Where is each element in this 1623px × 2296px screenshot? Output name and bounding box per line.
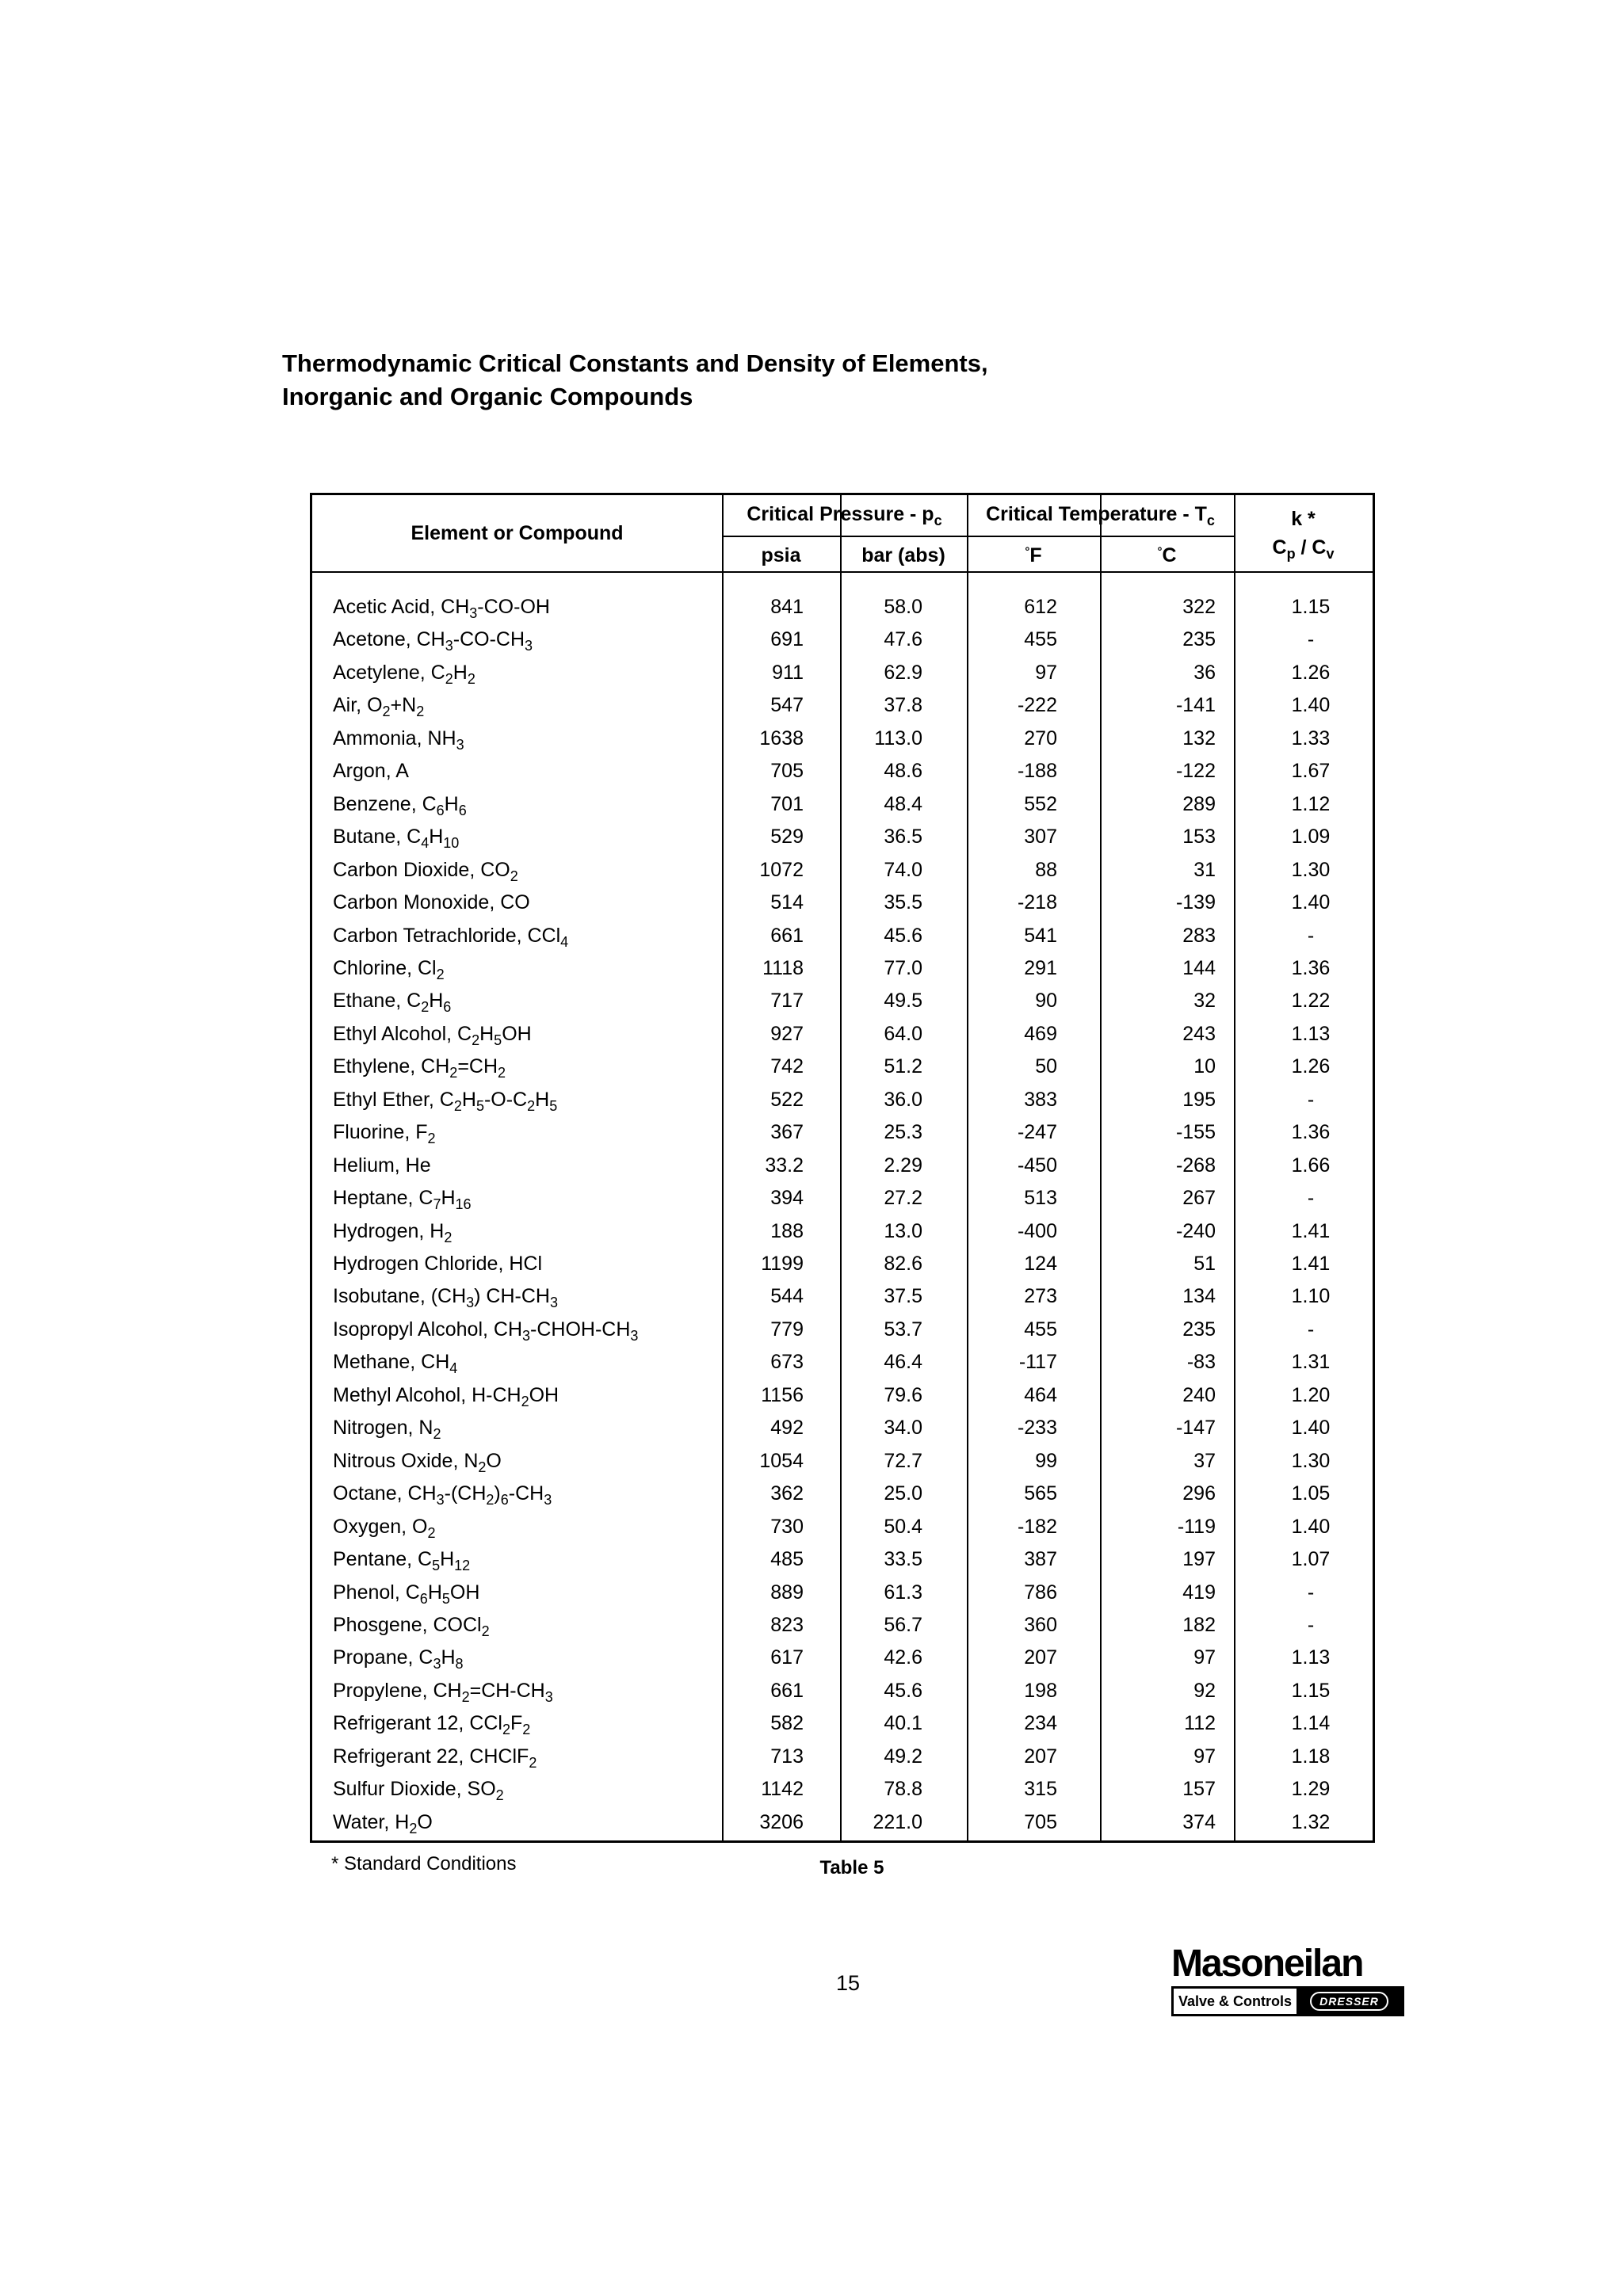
table-row <box>312 1477 1373 1509</box>
table-row <box>312 1411 1373 1444</box>
table-row <box>312 754 1373 787</box>
cell-bar: 46.4 <box>884 1351 922 1374</box>
cell-fahrenheit: 464 <box>1024 1383 1057 1406</box>
cell-k: 1.66 <box>1291 1154 1331 1177</box>
cell-psia: 717 <box>770 990 804 1013</box>
cell-bar: 25.0 <box>884 1482 922 1505</box>
table-row <box>312 853 1373 886</box>
cell-k: 1.09 <box>1291 826 1331 849</box>
cell-bar: 37.8 <box>884 694 922 717</box>
cell-bar: 49.5 <box>884 990 922 1013</box>
table-row <box>312 1608 1373 1641</box>
cell-celsius: -119 <box>1177 1515 1216 1538</box>
cell-k: - <box>1307 1318 1315 1341</box>
cell-bar: 58.0 <box>884 596 922 618</box>
table-row <box>312 1247 1373 1280</box>
cell-bar: 79.6 <box>884 1383 922 1406</box>
header-k-formula: $C_p / C_v$ <box>1272 536 1335 562</box>
table-row <box>312 623 1373 655</box>
table-row <box>312 1740 1373 1772</box>
cell-k: - <box>1307 1088 1315 1111</box>
cell-k: 1.67 <box>1291 760 1331 783</box>
cell-fahrenheit: 387 <box>1024 1548 1057 1571</box>
title-line-2: Inorganic and Organic Compounds <box>282 383 693 410</box>
cell-psia: 1156 <box>761 1383 804 1406</box>
cell-bar: 47.6 <box>884 628 922 651</box>
cell-psia: 529 <box>770 826 804 849</box>
cell-k: - <box>1307 1613 1315 1636</box>
cell-k: 1.30 <box>1291 1449 1331 1472</box>
table-row <box>312 1444 1373 1477</box>
cell-k: - <box>1307 628 1315 651</box>
cell-fahrenheit: 234 <box>1024 1712 1057 1735</box>
cell-celsius: 37 <box>1193 1449 1216 1472</box>
cell-fahrenheit: -247 <box>1017 1121 1057 1144</box>
cell-fahrenheit: 455 <box>1024 628 1057 651</box>
header-element: Element or Compound <box>411 522 624 544</box>
cell-compound-name: Butane, $C_4H_{10}$ <box>333 826 460 851</box>
cell-compound-name: Ethyl Ether, $C_2H_5-O-C_2H_5$ <box>333 1088 558 1114</box>
cell-fahrenheit: 513 <box>1024 1187 1057 1210</box>
cell-compound-name: Fluorine, $F_2$ <box>333 1121 436 1146</box>
cell-fahrenheit: -117 <box>1018 1351 1057 1374</box>
header-psia: psia <box>761 544 801 566</box>
cell-celsius: 153 <box>1182 826 1216 849</box>
cell-psia: 544 <box>770 1285 804 1308</box>
cell-celsius: -122 <box>1175 760 1216 783</box>
cell-bar: 33.5 <box>884 1548 922 1571</box>
cell-psia: 617 <box>770 1646 804 1669</box>
page-number: 15 <box>835 1971 861 1995</box>
cell-bar: 36.5 <box>884 826 922 849</box>
table-row <box>312 919 1373 952</box>
table-row <box>312 1215 1373 1247</box>
cell-fahrenheit: 455 <box>1024 1318 1057 1341</box>
cell-celsius: 97 <box>1193 1646 1216 1669</box>
cell-fahrenheit: 207 <box>1024 1646 1057 1669</box>
cell-psia: 1118 <box>762 956 804 979</box>
cell-psia: 705 <box>770 760 804 783</box>
cell-compound-name: Helium, He <box>333 1154 431 1177</box>
table-row <box>312 1707 1373 1739</box>
cell-psia: 547 <box>770 694 804 717</box>
table-row <box>312 1772 1373 1805</box>
cell-fahrenheit: -182 <box>1017 1515 1057 1538</box>
cell-bar: 2.29 <box>884 1154 922 1177</box>
cell-psia: 701 <box>770 792 804 815</box>
cell-psia: 1199 <box>761 1253 804 1275</box>
cell-k: 1.29 <box>1291 1778 1331 1801</box>
table-row <box>312 1017 1373 1050</box>
cell-bar: 56.7 <box>884 1613 922 1636</box>
cell-bar: 77.0 <box>884 956 922 979</box>
cell-fahrenheit: 315 <box>1024 1778 1057 1801</box>
cell-celsius: 296 <box>1182 1482 1216 1505</box>
cell-compound-name: Heptane, $C_7H_{16}$ <box>333 1187 472 1212</box>
cell-bar: 42.6 <box>884 1646 922 1669</box>
critical-constants-table <box>310 493 1375 1843</box>
cell-compound-name: Benzene, $C_6H_6$ <box>333 792 467 818</box>
cell-compound-name: Water, $H_2O$ <box>333 1810 433 1836</box>
cell-compound-name: Nitrogen, $N_2$ <box>333 1417 441 1442</box>
cell-psia: 1072 <box>759 858 804 881</box>
cell-compound-name: Ethylene, $CH_2=CH_2$ <box>333 1055 506 1081</box>
cell-k: 1.32 <box>1291 1810 1331 1833</box>
header-bar: bar (abs) <box>861 544 945 566</box>
cell-celsius: 132 <box>1182 727 1216 749</box>
cell-psia: 691 <box>770 628 804 651</box>
cell-bar: 62.9 <box>884 661 922 684</box>
table-row <box>312 1510 1373 1543</box>
cell-k: 1.07 <box>1291 1548 1331 1571</box>
cell-celsius: -141 <box>1175 694 1216 717</box>
cell-k: 1.12 <box>1291 792 1331 815</box>
cell-compound-name: Methane, $CH_4$ <box>333 1351 458 1377</box>
cell-psia: 823 <box>770 1613 804 1636</box>
cell-compound-name: Hydrogen Chloride, HCl <box>333 1253 543 1275</box>
cell-fahrenheit: 270 <box>1024 727 1057 749</box>
cell-psia: 889 <box>770 1581 804 1604</box>
table-row <box>312 952 1373 984</box>
table-row <box>312 1674 1373 1707</box>
cell-k: 1.33 <box>1291 727 1331 749</box>
footnote: * Standard Conditions <box>331 1853 517 1875</box>
cell-fahrenheit: 99 <box>1035 1449 1057 1472</box>
table-row <box>312 722 1373 754</box>
cell-k: 1.26 <box>1291 1055 1331 1078</box>
cell-fahrenheit: 50 <box>1035 1055 1057 1078</box>
cell-compound-name: Isopropyl Alcohol, $CH_3-CHOH-CH_3$ <box>333 1318 639 1344</box>
cell-celsius: 197 <box>1182 1548 1216 1571</box>
cell-k: 1.13 <box>1291 1022 1331 1045</box>
cell-compound-name: Hydrogen, $H_2$ <box>333 1219 453 1245</box>
cell-bar: 72.7 <box>884 1449 922 1472</box>
cell-k: - <box>1307 924 1315 947</box>
cell-celsius: 97 <box>1193 1745 1216 1768</box>
cell-k: 1.41 <box>1291 1219 1331 1242</box>
cell-compound-name: Acetylene, $C_2H_2$ <box>333 661 475 687</box>
header-critical-pressure: Critical Pressure - $p_c$ <box>747 503 942 528</box>
cell-fahrenheit: -188 <box>1017 760 1057 783</box>
cell-bar: 113.0 <box>874 727 922 749</box>
cell-k: - <box>1307 1187 1315 1210</box>
table-row <box>312 1116 1373 1148</box>
cell-celsius: 240 <box>1182 1383 1216 1406</box>
cell-psia: 713 <box>770 1745 804 1768</box>
page-title <box>282 347 1471 414</box>
table-row <box>312 886 1373 918</box>
cell-bar: 13.0 <box>884 1219 922 1242</box>
cell-k: - <box>1307 1581 1315 1604</box>
cell-compound-name: Propane, $C_3H_8$ <box>333 1646 464 1672</box>
cell-k: 1.40 <box>1291 1417 1331 1440</box>
cell-psia: 927 <box>770 1022 804 1045</box>
cell-celsius: -240 <box>1175 1219 1216 1242</box>
cell-bar: 34.0 <box>884 1417 922 1440</box>
table-row <box>312 1379 1373 1411</box>
logo-name: Masoneilan <box>1171 1943 1363 1985</box>
cell-bar: 221.0 <box>873 1810 922 1833</box>
cell-psia: 1054 <box>759 1449 804 1472</box>
cell-psia: 1142 <box>761 1778 804 1801</box>
cell-fahrenheit: 307 <box>1024 826 1057 849</box>
cell-celsius: 31 <box>1193 858 1216 881</box>
cell-k: 1.22 <box>1291 990 1331 1013</box>
cell-k: 1.20 <box>1291 1383 1331 1406</box>
cell-fahrenheit: 565 <box>1024 1482 1057 1505</box>
cell-fahrenheit: 88 <box>1035 858 1057 881</box>
cell-psia: 661 <box>770 1679 804 1702</box>
cell-compound-name: Octane, $CH_3-(CH_2)_6-CH_3$ <box>333 1482 552 1508</box>
cell-k: 1.36 <box>1291 1121 1331 1144</box>
logo-subtitle: Valve & Controls <box>1178 1993 1293 2009</box>
cell-bar: 45.6 <box>884 924 922 947</box>
header-celsius: °C <box>1157 544 1177 566</box>
cell-celsius: -268 <box>1175 1154 1216 1177</box>
cell-bar: 61.3 <box>884 1581 922 1604</box>
cell-celsius: 32 <box>1193 990 1216 1013</box>
cell-compound-name: Ammonia, $NH_3$ <box>333 727 464 753</box>
cell-compound-name: Oxygen, $O_2$ <box>333 1515 436 1541</box>
cell-compound-name: Ethane, $C_2H_6$ <box>333 990 452 1016</box>
cell-celsius: -155 <box>1175 1121 1216 1144</box>
cell-fahrenheit: -218 <box>1017 891 1057 914</box>
cell-compound-name: Chlorine, $Cl_2$ <box>333 956 445 982</box>
table-row <box>312 1576 1373 1608</box>
cell-psia: 514 <box>770 891 804 914</box>
table-row <box>312 1083 1373 1116</box>
cell-bar: 48.6 <box>884 760 922 783</box>
table-row <box>312 984 1373 1016</box>
cell-celsius: 267 <box>1182 1187 1216 1210</box>
cell-celsius: 92 <box>1193 1679 1216 1702</box>
cell-compound-name: Methyl Alcohol, $H-CH_2OH$ <box>333 1383 559 1409</box>
cell-psia: 188 <box>770 1219 804 1242</box>
cell-celsius: -147 <box>1175 1417 1216 1440</box>
cell-k: 1.31 <box>1291 1351 1331 1374</box>
cell-k: 1.40 <box>1291 891 1331 914</box>
cell-compound-name: Carbon Tetrachloride, CCl$_4$ <box>333 924 569 950</box>
table-row <box>312 1345 1373 1378</box>
cell-fahrenheit: -233 <box>1017 1417 1057 1440</box>
cell-bar: 27.2 <box>884 1187 922 1210</box>
cell-fahrenheit: 786 <box>1024 1581 1057 1604</box>
logo-bar <box>1171 1986 1404 2016</box>
cell-celsius: 36 <box>1193 661 1216 684</box>
cell-psia: 730 <box>770 1515 804 1538</box>
cell-celsius: 289 <box>1182 792 1216 815</box>
cell-compound-name: Acetone, $CH_3-CO-CH_3$ <box>333 628 533 654</box>
cell-bar: 48.4 <box>884 792 922 815</box>
cell-fahrenheit: -400 <box>1017 1219 1057 1242</box>
cell-fahrenheit: -222 <box>1017 694 1057 717</box>
cell-fahrenheit: 207 <box>1024 1745 1057 1768</box>
cell-celsius: 157 <box>1182 1778 1216 1801</box>
table-row <box>312 1806 1373 1838</box>
cell-fahrenheit: 469 <box>1024 1022 1057 1045</box>
dresser-text: DRESSER <box>1310 1992 1388 2011</box>
cell-fahrenheit: -450 <box>1017 1154 1057 1177</box>
cell-celsius: 243 <box>1182 1022 1216 1045</box>
cell-compound-name: Ethyl Alcohol, $C_2H_5OH$ <box>333 1022 532 1048</box>
cell-compound-name: Propylene, $CH_2=CH-CH_3$ <box>333 1679 553 1705</box>
cell-celsius: 322 <box>1182 596 1216 618</box>
masoneilan-logo <box>1171 1945 1404 2016</box>
cell-fahrenheit: 124 <box>1024 1253 1057 1275</box>
cell-psia: 3206 <box>759 1810 804 1833</box>
cell-fahrenheit: 705 <box>1024 1810 1057 1833</box>
cell-fahrenheit: 612 <box>1024 596 1057 618</box>
cell-k: 1.18 <box>1291 1745 1331 1768</box>
cell-fahrenheit: 90 <box>1035 990 1057 1013</box>
cell-celsius: 112 <box>1184 1712 1216 1735</box>
cell-k: 1.40 <box>1291 1515 1331 1538</box>
table-row <box>312 1149 1373 1181</box>
cell-bar: 37.5 <box>884 1285 922 1308</box>
table-row <box>312 820 1373 852</box>
cell-fahrenheit: 273 <box>1024 1285 1057 1308</box>
table-row <box>312 656 1373 688</box>
dresser-badge <box>1296 1989 1402 2014</box>
cell-compound-name: Phenol, $C_6H_5OH$ <box>333 1581 480 1607</box>
cell-fahrenheit: 291 <box>1024 956 1057 979</box>
cell-bar: 64.0 <box>884 1022 922 1045</box>
cell-compound-name: Refrigerant 22, CHClF$_2$ <box>333 1745 537 1771</box>
cell-k: 1.13 <box>1291 1646 1331 1669</box>
table-row <box>312 1313 1373 1345</box>
cell-celsius: -139 <box>1175 891 1216 914</box>
cell-compound-name: Argon, A <box>333 760 409 783</box>
cell-celsius: 419 <box>1182 1581 1216 1604</box>
table-row <box>312 1543 1373 1575</box>
cell-celsius: 134 <box>1182 1285 1216 1308</box>
cell-celsius: 235 <box>1182 1318 1216 1341</box>
cell-psia: 661 <box>770 924 804 947</box>
cell-k: 1.15 <box>1291 596 1331 618</box>
cell-bar: 51.2 <box>884 1055 922 1078</box>
cell-psia: 362 <box>770 1482 804 1505</box>
cell-psia: 33.2 <box>765 1154 804 1177</box>
cell-k: 1.36 <box>1291 956 1331 979</box>
cell-bar: 45.6 <box>884 1679 922 1702</box>
cell-compound-name: Air, $O_2+N_2$ <box>333 694 425 720</box>
cell-compound-name: Refrigerant 12, $CCl_2F_2$ <box>333 1712 531 1738</box>
cell-compound-name: Phosgene, COCl$_2$ <box>333 1613 490 1639</box>
cell-psia: 485 <box>770 1548 804 1571</box>
cell-k: 1.14 <box>1291 1712 1331 1735</box>
table-row <box>312 1050 1373 1082</box>
cell-fahrenheit: 541 <box>1024 924 1057 947</box>
cell-celsius: 10 <box>1193 1055 1216 1078</box>
cell-psia: 582 <box>770 1712 804 1735</box>
cell-celsius: 144 <box>1182 956 1216 979</box>
cell-celsius: 195 <box>1182 1088 1216 1111</box>
cell-bar: 50.4 <box>884 1515 922 1538</box>
cell-bar: 53.7 <box>884 1318 922 1341</box>
cell-k: 1.10 <box>1291 1285 1331 1308</box>
cell-k: 1.41 <box>1291 1253 1331 1275</box>
table-row <box>312 1181 1373 1214</box>
cell-fahrenheit: 383 <box>1024 1088 1057 1111</box>
cell-bar: 36.0 <box>884 1088 922 1111</box>
table-row <box>312 688 1373 721</box>
cell-celsius: 283 <box>1182 924 1216 947</box>
cell-psia: 742 <box>770 1055 804 1078</box>
cell-psia: 492 <box>770 1417 804 1440</box>
cell-k: 1.30 <box>1291 858 1331 881</box>
cell-fahrenheit: 552 <box>1024 792 1057 815</box>
cell-psia: 522 <box>770 1088 804 1111</box>
cell-psia: 779 <box>770 1318 804 1341</box>
cell-compound-name: Acetic Acid, $CH_3-CO-OH$ <box>333 596 550 621</box>
cell-compound-name: Pentane, $C_5H_{12}$ <box>333 1548 471 1573</box>
cell-k: 1.26 <box>1291 661 1331 684</box>
cell-psia: 673 <box>770 1351 804 1374</box>
cell-bar: 74.0 <box>884 858 922 881</box>
cell-celsius: 182 <box>1182 1613 1216 1636</box>
header-fahrenheit: °F <box>1025 544 1042 566</box>
cell-celsius: 235 <box>1182 628 1216 651</box>
table-row <box>312 1280 1373 1312</box>
cell-compound-name: Nitrous Oxide, $N_2O$ <box>333 1449 502 1475</box>
cell-compound-name: Sulfur Dioxide, $SO_2$ <box>333 1778 504 1803</box>
cell-bar: 25.3 <box>884 1121 922 1144</box>
cell-k: 1.40 <box>1291 694 1331 717</box>
cell-bar: 49.2 <box>884 1745 922 1768</box>
table-row <box>312 1641 1373 1673</box>
table-caption: Table 5 <box>819 1857 884 1878</box>
table-row <box>312 788 1373 820</box>
cell-bar: 82.6 <box>884 1253 922 1275</box>
cell-compound-name: Isobutane, $(CH_3)$ $CH-CH_3$ <box>333 1285 558 1311</box>
cell-fahrenheit: 97 <box>1035 661 1057 684</box>
cell-celsius: 374 <box>1182 1810 1216 1833</box>
cell-psia: 394 <box>770 1187 804 1210</box>
cell-fahrenheit: 360 <box>1024 1613 1057 1636</box>
cell-bar: 78.8 <box>884 1778 922 1801</box>
title-line-1: Thermodynamic Critical Constants and Density of Elements, <box>282 349 988 377</box>
cell-psia: 911 <box>772 661 804 684</box>
cell-compound-name: Carbon Monoxide, CO <box>333 891 530 914</box>
cell-compound-name: Carbon Dioxide, $CO_2$ <box>333 858 518 884</box>
cell-celsius: 51 <box>1193 1253 1216 1275</box>
cell-fahrenheit: 198 <box>1024 1679 1057 1702</box>
cell-k: 1.15 <box>1291 1679 1331 1702</box>
header-critical-temperature: Critical Temperature - $T_c$ <box>986 503 1215 528</box>
header-k: k * <box>1291 508 1316 530</box>
cell-k: 1.05 <box>1291 1482 1331 1505</box>
cell-psia: 1638 <box>759 727 804 749</box>
cell-psia: 841 <box>770 596 804 618</box>
cell-bar: 40.1 <box>884 1712 922 1735</box>
cell-celsius: -83 <box>1186 1351 1216 1374</box>
cell-bar: 35.5 <box>884 891 922 914</box>
table-row <box>312 590 1373 623</box>
cell-psia: 367 <box>770 1121 804 1144</box>
